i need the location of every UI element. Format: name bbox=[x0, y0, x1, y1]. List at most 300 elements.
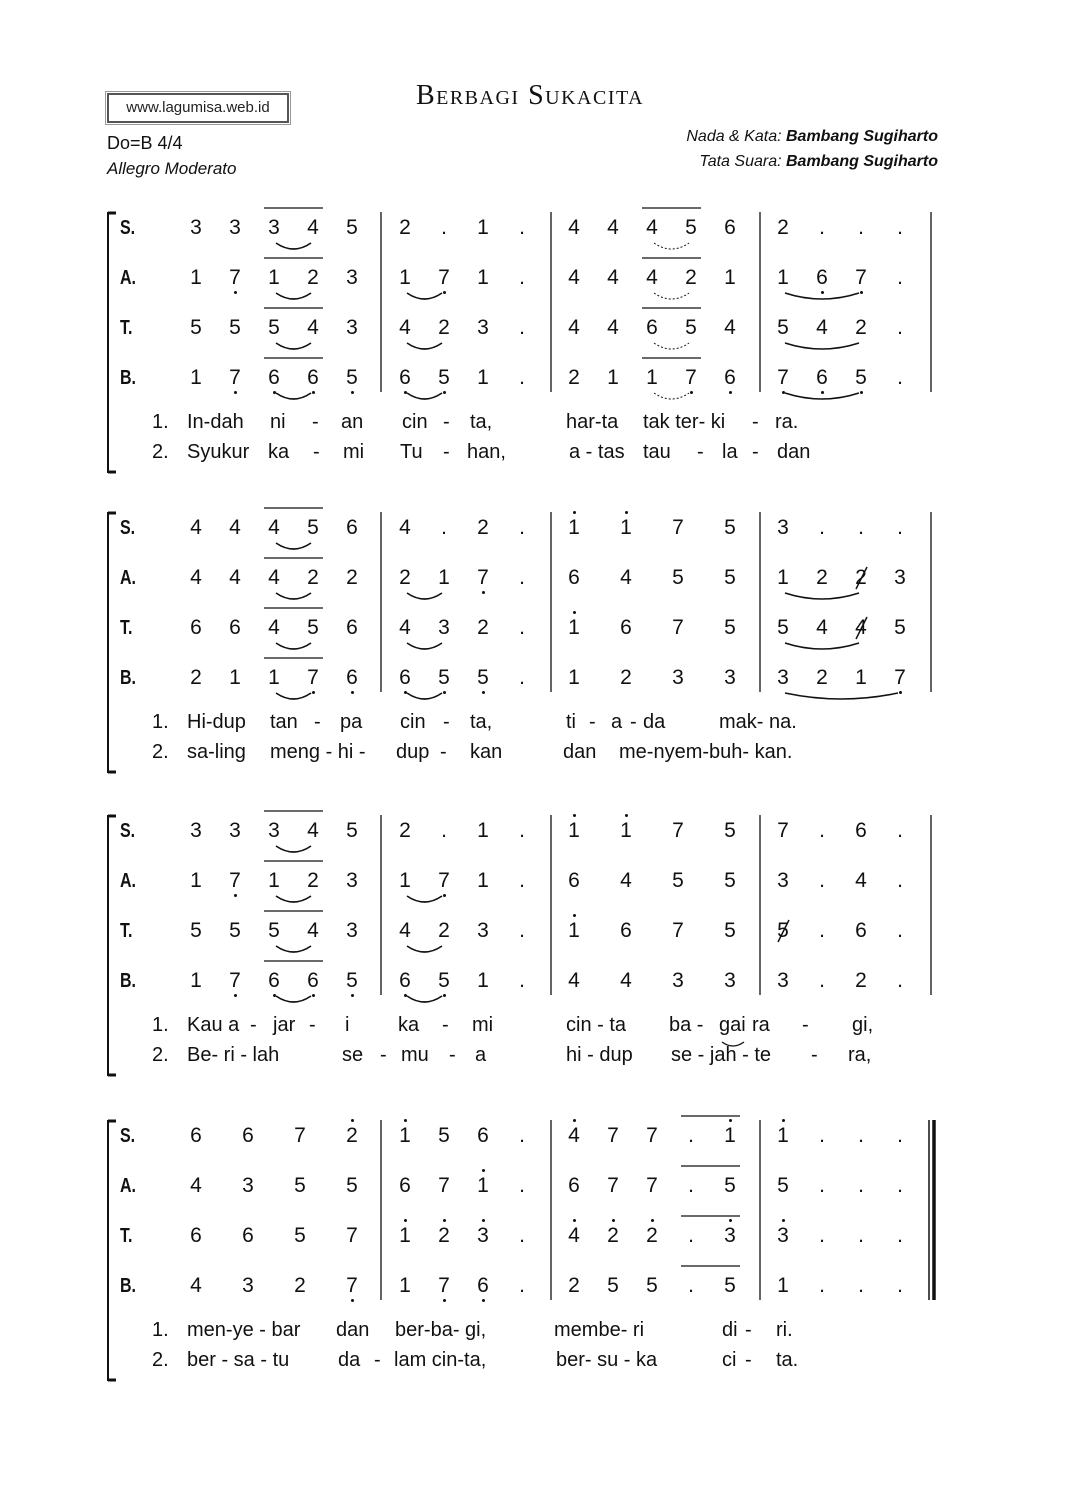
note: 1 bbox=[399, 266, 411, 289]
lyric-syllable: - bbox=[449, 1044, 456, 1066]
note: 5 bbox=[190, 919, 202, 942]
note: 2 bbox=[190, 666, 202, 689]
note: 3 bbox=[229, 216, 241, 239]
lyric-syllable: - bbox=[802, 1014, 809, 1036]
voice-label: A. bbox=[120, 1175, 136, 1197]
note: 6 bbox=[855, 919, 867, 942]
lyric-syllable: a - tas bbox=[569, 441, 625, 463]
lyric-syllable: In-dah bbox=[187, 411, 244, 433]
slur bbox=[276, 593, 311, 599]
note: 7 bbox=[229, 969, 241, 992]
website-label: www.lagumisa.web.id bbox=[107, 93, 289, 123]
lyric-syllable: ba - bbox=[669, 1014, 704, 1036]
low-octave-dot bbox=[443, 691, 446, 694]
slur bbox=[785, 593, 859, 599]
note: 1 bbox=[777, 566, 789, 589]
voice-label: A. bbox=[120, 870, 136, 892]
low-octave-dot bbox=[482, 591, 485, 594]
rest-dot: . bbox=[897, 266, 903, 289]
note: 1 bbox=[268, 266, 280, 289]
note: 4 bbox=[229, 516, 241, 539]
note: 5 bbox=[724, 1274, 736, 1297]
note: 3 bbox=[777, 666, 789, 689]
note: 2 bbox=[855, 566, 867, 589]
note: 4 bbox=[816, 316, 828, 339]
note: 6 bbox=[816, 366, 828, 389]
rest-dot: . bbox=[897, 1124, 903, 1147]
note: 4 bbox=[399, 516, 411, 539]
note: 4 bbox=[568, 266, 580, 289]
note: 3 bbox=[268, 216, 280, 239]
dashed-slur bbox=[654, 343, 689, 349]
note: 7 bbox=[672, 819, 684, 842]
rest-dot: . bbox=[441, 516, 447, 539]
lyric-syllable: 1. bbox=[152, 1014, 169, 1036]
note: 4 bbox=[307, 819, 319, 842]
lyric-syllable: - bbox=[442, 1014, 449, 1036]
dashed-slur bbox=[654, 243, 689, 249]
note: 6 bbox=[346, 616, 358, 639]
lyric-syllable: se - jah - te bbox=[671, 1044, 772, 1066]
lyric-syllable: cin - ta bbox=[566, 1014, 627, 1036]
low-octave-dot bbox=[482, 691, 485, 694]
lyric-syllable: se bbox=[342, 1044, 364, 1066]
note: 2 bbox=[346, 1124, 358, 1147]
rest-dot: . bbox=[897, 1174, 903, 1197]
slur bbox=[407, 946, 442, 952]
high-octave-dot bbox=[573, 914, 576, 917]
low-octave-dot bbox=[404, 994, 407, 997]
note: 7 bbox=[346, 1224, 358, 1247]
voice-label: A. bbox=[120, 567, 136, 589]
lyric-syllable: ta, bbox=[470, 411, 493, 433]
note: 5 bbox=[477, 666, 489, 689]
high-octave-dot bbox=[482, 1169, 485, 1172]
note: 1 bbox=[620, 819, 632, 842]
note: 5 bbox=[346, 216, 358, 239]
note: 2 bbox=[685, 266, 697, 289]
note: 7 bbox=[777, 366, 789, 389]
note: 3 bbox=[346, 869, 358, 892]
rest-dot: . bbox=[519, 216, 525, 239]
voice-label: S. bbox=[120, 217, 136, 239]
note: 4 bbox=[568, 316, 580, 339]
voice-label: T. bbox=[120, 1225, 133, 1247]
low-octave-dot bbox=[860, 291, 863, 294]
rest-dot: . bbox=[819, 819, 825, 842]
note: 4 bbox=[620, 566, 632, 589]
note: 1 bbox=[477, 366, 489, 389]
lyric-syllable: - bbox=[443, 711, 450, 733]
slur bbox=[785, 343, 859, 349]
note: 5 bbox=[685, 216, 697, 239]
note: 3 bbox=[894, 566, 906, 589]
low-octave-dot bbox=[404, 691, 407, 694]
low-octave-dot bbox=[234, 291, 237, 294]
dashed-slur bbox=[654, 393, 689, 399]
lyric-syllable: 2. bbox=[152, 441, 169, 463]
note: 6 bbox=[346, 666, 358, 689]
low-octave-dot bbox=[312, 994, 315, 997]
note: 5 bbox=[346, 366, 358, 389]
low-octave-dot bbox=[782, 391, 785, 394]
note: 6 bbox=[620, 616, 632, 639]
note: 2 bbox=[438, 1224, 450, 1247]
note: 5 bbox=[438, 969, 450, 992]
note: 2 bbox=[438, 316, 450, 339]
note: 4 bbox=[607, 266, 619, 289]
voice-label: B. bbox=[120, 1275, 136, 1297]
note: 7 bbox=[229, 366, 241, 389]
slur bbox=[407, 693, 442, 699]
lyric-syllable: - bbox=[443, 441, 450, 463]
low-octave-dot bbox=[351, 691, 354, 694]
note: 6 bbox=[399, 366, 411, 389]
tempo-marking: Allegro Moderato bbox=[107, 159, 237, 178]
lyric-syllable: Hi-dup bbox=[187, 711, 246, 733]
note: 4 bbox=[568, 1224, 580, 1247]
lyric-syllable: 2. bbox=[152, 1044, 169, 1066]
note: 4 bbox=[855, 869, 867, 892]
note: 3 bbox=[672, 666, 684, 689]
note: 5 bbox=[229, 919, 241, 942]
lyric-syllable: 1. bbox=[152, 1319, 169, 1341]
lyric-syllable: - bbox=[374, 1349, 381, 1371]
rest-dot: . bbox=[519, 666, 525, 689]
lyric-syllable: mi bbox=[343, 441, 365, 463]
note: 3 bbox=[777, 969, 789, 992]
note: 4 bbox=[307, 316, 319, 339]
note: 4 bbox=[307, 919, 319, 942]
voice-label: B. bbox=[120, 667, 136, 689]
lyric-syllable: me-nyem-buh- kan. bbox=[619, 741, 793, 763]
lyric-syllable: lam cin-ta, bbox=[394, 1349, 487, 1371]
note: 1 bbox=[190, 366, 202, 389]
note: 5 bbox=[855, 366, 867, 389]
note: 5 bbox=[724, 819, 736, 842]
lyric-syllable: ta. bbox=[776, 1349, 799, 1371]
lyric-syllable: dup bbox=[396, 741, 430, 763]
note: 6 bbox=[268, 366, 280, 389]
note: 6 bbox=[268, 969, 280, 992]
note: 6 bbox=[568, 869, 580, 892]
note: 5 bbox=[607, 1274, 619, 1297]
note: 1 bbox=[855, 666, 867, 689]
note: 4 bbox=[568, 216, 580, 239]
note: 2 bbox=[855, 969, 867, 992]
note: 2 bbox=[816, 666, 828, 689]
slur bbox=[276, 946, 311, 952]
lyric-syllable: - bbox=[380, 1044, 387, 1066]
rest-dot: . bbox=[519, 1174, 525, 1197]
rest-dot: . bbox=[858, 216, 864, 239]
lyric-syllable: di bbox=[722, 1319, 738, 1341]
note: 5 bbox=[294, 1174, 306, 1197]
lyric-syllable: cin bbox=[402, 411, 428, 433]
note: 6 bbox=[816, 266, 828, 289]
note: 3 bbox=[438, 616, 450, 639]
note: 7 bbox=[307, 666, 319, 689]
lyric-syllable: Kau a bbox=[187, 1014, 240, 1036]
note: 5 bbox=[724, 919, 736, 942]
lyric-syllable: - bbox=[250, 1014, 257, 1036]
note: 2 bbox=[620, 666, 632, 689]
note: 1 bbox=[646, 366, 658, 389]
note: 6 bbox=[242, 1124, 254, 1147]
note: 2 bbox=[399, 566, 411, 589]
rest-dot: . bbox=[858, 1124, 864, 1147]
note: 5 bbox=[346, 1174, 358, 1197]
key-signature: Do=B 4/4 bbox=[107, 133, 183, 153]
lyric-syllable: sa-ling bbox=[187, 741, 246, 763]
high-octave-dot bbox=[573, 511, 576, 514]
high-octave-dot bbox=[351, 1119, 354, 1122]
high-octave-dot bbox=[443, 1219, 446, 1222]
lyric-syllable: - bbox=[752, 411, 759, 433]
rest-dot: . bbox=[897, 516, 903, 539]
lyric-syllable: da bbox=[643, 711, 666, 733]
note: 1 bbox=[438, 566, 450, 589]
note: 2 bbox=[307, 869, 319, 892]
note: 5 bbox=[724, 566, 736, 589]
slur bbox=[407, 896, 442, 902]
note: 6 bbox=[399, 1174, 411, 1197]
voice-label: A. bbox=[120, 267, 136, 289]
song-title: Berbagi Sukacita bbox=[415, 80, 645, 111]
note: 7 bbox=[346, 1274, 358, 1297]
note: 1 bbox=[568, 666, 580, 689]
lyric-syllable: - bbox=[440, 741, 447, 763]
note: 7 bbox=[607, 1174, 619, 1197]
rest-dot: . bbox=[897, 316, 903, 339]
note: 4 bbox=[190, 1274, 202, 1297]
note: 6 bbox=[646, 316, 658, 339]
rest-dot: . bbox=[819, 1224, 825, 1247]
lyric-syllable: dan bbox=[563, 741, 597, 763]
high-octave-dot bbox=[782, 1219, 785, 1222]
note: 7 bbox=[646, 1124, 658, 1147]
note: 1 bbox=[777, 1274, 789, 1297]
note: 4 bbox=[399, 616, 411, 639]
note: 1 bbox=[190, 869, 202, 892]
lyric-syllable: - bbox=[314, 711, 321, 733]
note: 2 bbox=[307, 266, 319, 289]
note: 6 bbox=[855, 819, 867, 842]
lyric-syllable: ci bbox=[722, 1349, 737, 1371]
lyric-syllable: a bbox=[475, 1044, 487, 1066]
note: 5 bbox=[724, 1174, 736, 1197]
lyric-syllable: Syukur bbox=[187, 441, 250, 463]
low-octave-dot bbox=[690, 391, 693, 394]
note: 1 bbox=[190, 266, 202, 289]
note: 4 bbox=[190, 1174, 202, 1197]
low-octave-dot bbox=[312, 691, 315, 694]
note: 1 bbox=[568, 819, 580, 842]
low-octave-dot bbox=[860, 391, 863, 394]
lyric-syllable: - bbox=[630, 711, 637, 733]
lyric-syllable: gai bbox=[719, 1014, 746, 1036]
note: 7 bbox=[438, 266, 450, 289]
slur bbox=[276, 343, 311, 349]
rest-dot: . bbox=[819, 1174, 825, 1197]
note: 6 bbox=[190, 1224, 202, 1247]
note: 3 bbox=[777, 1224, 789, 1247]
note: 4 bbox=[620, 969, 632, 992]
note: 6 bbox=[724, 216, 736, 239]
rest-dot: . bbox=[688, 1174, 694, 1197]
note: 1 bbox=[477, 969, 489, 992]
note: 7 bbox=[477, 566, 489, 589]
note: 2 bbox=[346, 566, 358, 589]
note: 4 bbox=[307, 216, 319, 239]
lyric-syllable: Tu bbox=[400, 441, 423, 463]
voice-label: S. bbox=[120, 820, 136, 842]
lyric-syllable: har-ta bbox=[566, 411, 619, 433]
low-octave-dot bbox=[351, 1299, 354, 1302]
low-octave-dot bbox=[443, 1299, 446, 1302]
lyric-syllable: mu bbox=[401, 1044, 429, 1066]
high-octave-dot bbox=[482, 1219, 485, 1222]
lyric-syllable: mak- na. bbox=[719, 711, 797, 733]
note: 4 bbox=[268, 566, 280, 589]
note: 5 bbox=[229, 316, 241, 339]
note: 1 bbox=[568, 616, 580, 639]
high-octave-dot bbox=[729, 1119, 732, 1122]
slur bbox=[407, 293, 442, 299]
note: 7 bbox=[777, 819, 789, 842]
composer-name: Bambang Sugiharto bbox=[785, 128, 938, 145]
lyric-syllable: - bbox=[589, 711, 596, 733]
voice-label: S. bbox=[120, 1125, 136, 1147]
low-octave-dot bbox=[273, 391, 276, 394]
rest-dot: . bbox=[819, 1274, 825, 1297]
slur bbox=[276, 693, 311, 699]
lyric-syllable: mi bbox=[472, 1014, 494, 1036]
lyric-syllable: ri. bbox=[776, 1319, 793, 1341]
note: 7 bbox=[855, 266, 867, 289]
note: 1 bbox=[399, 869, 411, 892]
note: 6 bbox=[568, 566, 580, 589]
note: 1 bbox=[477, 216, 489, 239]
lyric-syllable: jar bbox=[273, 1014, 296, 1036]
slur bbox=[407, 996, 442, 1002]
voice-label: S. bbox=[120, 517, 136, 539]
lyric-syllable: ber-ba- gi, bbox=[395, 1319, 487, 1341]
low-octave-dot bbox=[443, 291, 446, 294]
note: 7 bbox=[672, 919, 684, 942]
rest-dot: . bbox=[519, 1274, 525, 1297]
lyric-syllable: ra. bbox=[775, 411, 799, 433]
note: 2 bbox=[294, 1274, 306, 1297]
note: 3 bbox=[346, 266, 358, 289]
rest-dot: . bbox=[897, 969, 903, 992]
slur bbox=[785, 693, 898, 699]
note: 1 bbox=[477, 1174, 489, 1197]
lyric-syllable: - bbox=[811, 1044, 818, 1066]
rest-dot: . bbox=[688, 1124, 694, 1147]
lyric-syllable: dan bbox=[336, 1319, 370, 1341]
low-octave-dot bbox=[351, 994, 354, 997]
note: 6 bbox=[346, 516, 358, 539]
note: 2 bbox=[607, 1224, 619, 1247]
note: 1 bbox=[777, 266, 789, 289]
low-octave-dot bbox=[443, 994, 446, 997]
lyric-syllable: tak ter- ki bbox=[643, 411, 726, 433]
note: 2 bbox=[307, 566, 319, 589]
rest-dot: . bbox=[519, 266, 525, 289]
high-octave-dot bbox=[625, 814, 628, 817]
lyric-syllable: 1. bbox=[152, 711, 169, 733]
lyric-syllable: ti bbox=[566, 711, 576, 733]
lyric-syllable: han, bbox=[467, 441, 506, 463]
lyric-syllable: tan bbox=[270, 711, 298, 733]
note: 5 bbox=[894, 616, 906, 639]
rest-dot: . bbox=[897, 1224, 903, 1247]
lyric-syllable: ni bbox=[270, 411, 286, 433]
lyric-syllable: - bbox=[745, 1349, 752, 1371]
note: 3 bbox=[477, 919, 489, 942]
rest-dot: . bbox=[519, 516, 525, 539]
lyric-syllable: - bbox=[752, 441, 759, 463]
note: 7 bbox=[894, 666, 906, 689]
note: 6 bbox=[477, 1124, 489, 1147]
note: 2 bbox=[777, 216, 789, 239]
note: 7 bbox=[294, 1124, 306, 1147]
note: 1 bbox=[399, 1274, 411, 1297]
low-octave-dot bbox=[729, 391, 732, 394]
note: 6 bbox=[477, 1274, 489, 1297]
note: 5 bbox=[685, 316, 697, 339]
lyric-syllable: da bbox=[338, 1349, 361, 1371]
lyric-syllable: pa bbox=[340, 711, 363, 733]
rest-dot: . bbox=[519, 366, 525, 389]
note: 2 bbox=[568, 366, 580, 389]
note: 7 bbox=[438, 1174, 450, 1197]
rest-dot: . bbox=[519, 316, 525, 339]
lyric-syllable: - bbox=[745, 1319, 752, 1341]
note: 7 bbox=[438, 1274, 450, 1297]
note: 1 bbox=[399, 1124, 411, 1147]
slur bbox=[276, 996, 311, 1002]
note: 4 bbox=[568, 969, 580, 992]
slur bbox=[407, 643, 442, 649]
lyric-syllable: - bbox=[309, 1014, 316, 1036]
rest-dot: . bbox=[441, 216, 447, 239]
rest-dot: . bbox=[897, 919, 903, 942]
low-octave-dot bbox=[273, 994, 276, 997]
note: 4 bbox=[268, 616, 280, 639]
rest-dot: . bbox=[858, 1174, 864, 1197]
note: 6 bbox=[242, 1224, 254, 1247]
voice-label: T. bbox=[120, 920, 133, 942]
note: 1 bbox=[268, 666, 280, 689]
note: 2 bbox=[646, 1224, 658, 1247]
note: 4 bbox=[268, 516, 280, 539]
note: 2 bbox=[399, 819, 411, 842]
note: 7 bbox=[672, 516, 684, 539]
note: 5 bbox=[672, 566, 684, 589]
note: 5 bbox=[777, 919, 789, 942]
slur bbox=[407, 393, 442, 399]
note: 4 bbox=[607, 216, 619, 239]
slur bbox=[785, 643, 859, 649]
rest-dot: . bbox=[897, 869, 903, 892]
note: 6 bbox=[568, 1174, 580, 1197]
note: 5 bbox=[190, 316, 202, 339]
note: 1 bbox=[568, 919, 580, 942]
note: 2 bbox=[438, 919, 450, 942]
rest-dot: . bbox=[819, 919, 825, 942]
